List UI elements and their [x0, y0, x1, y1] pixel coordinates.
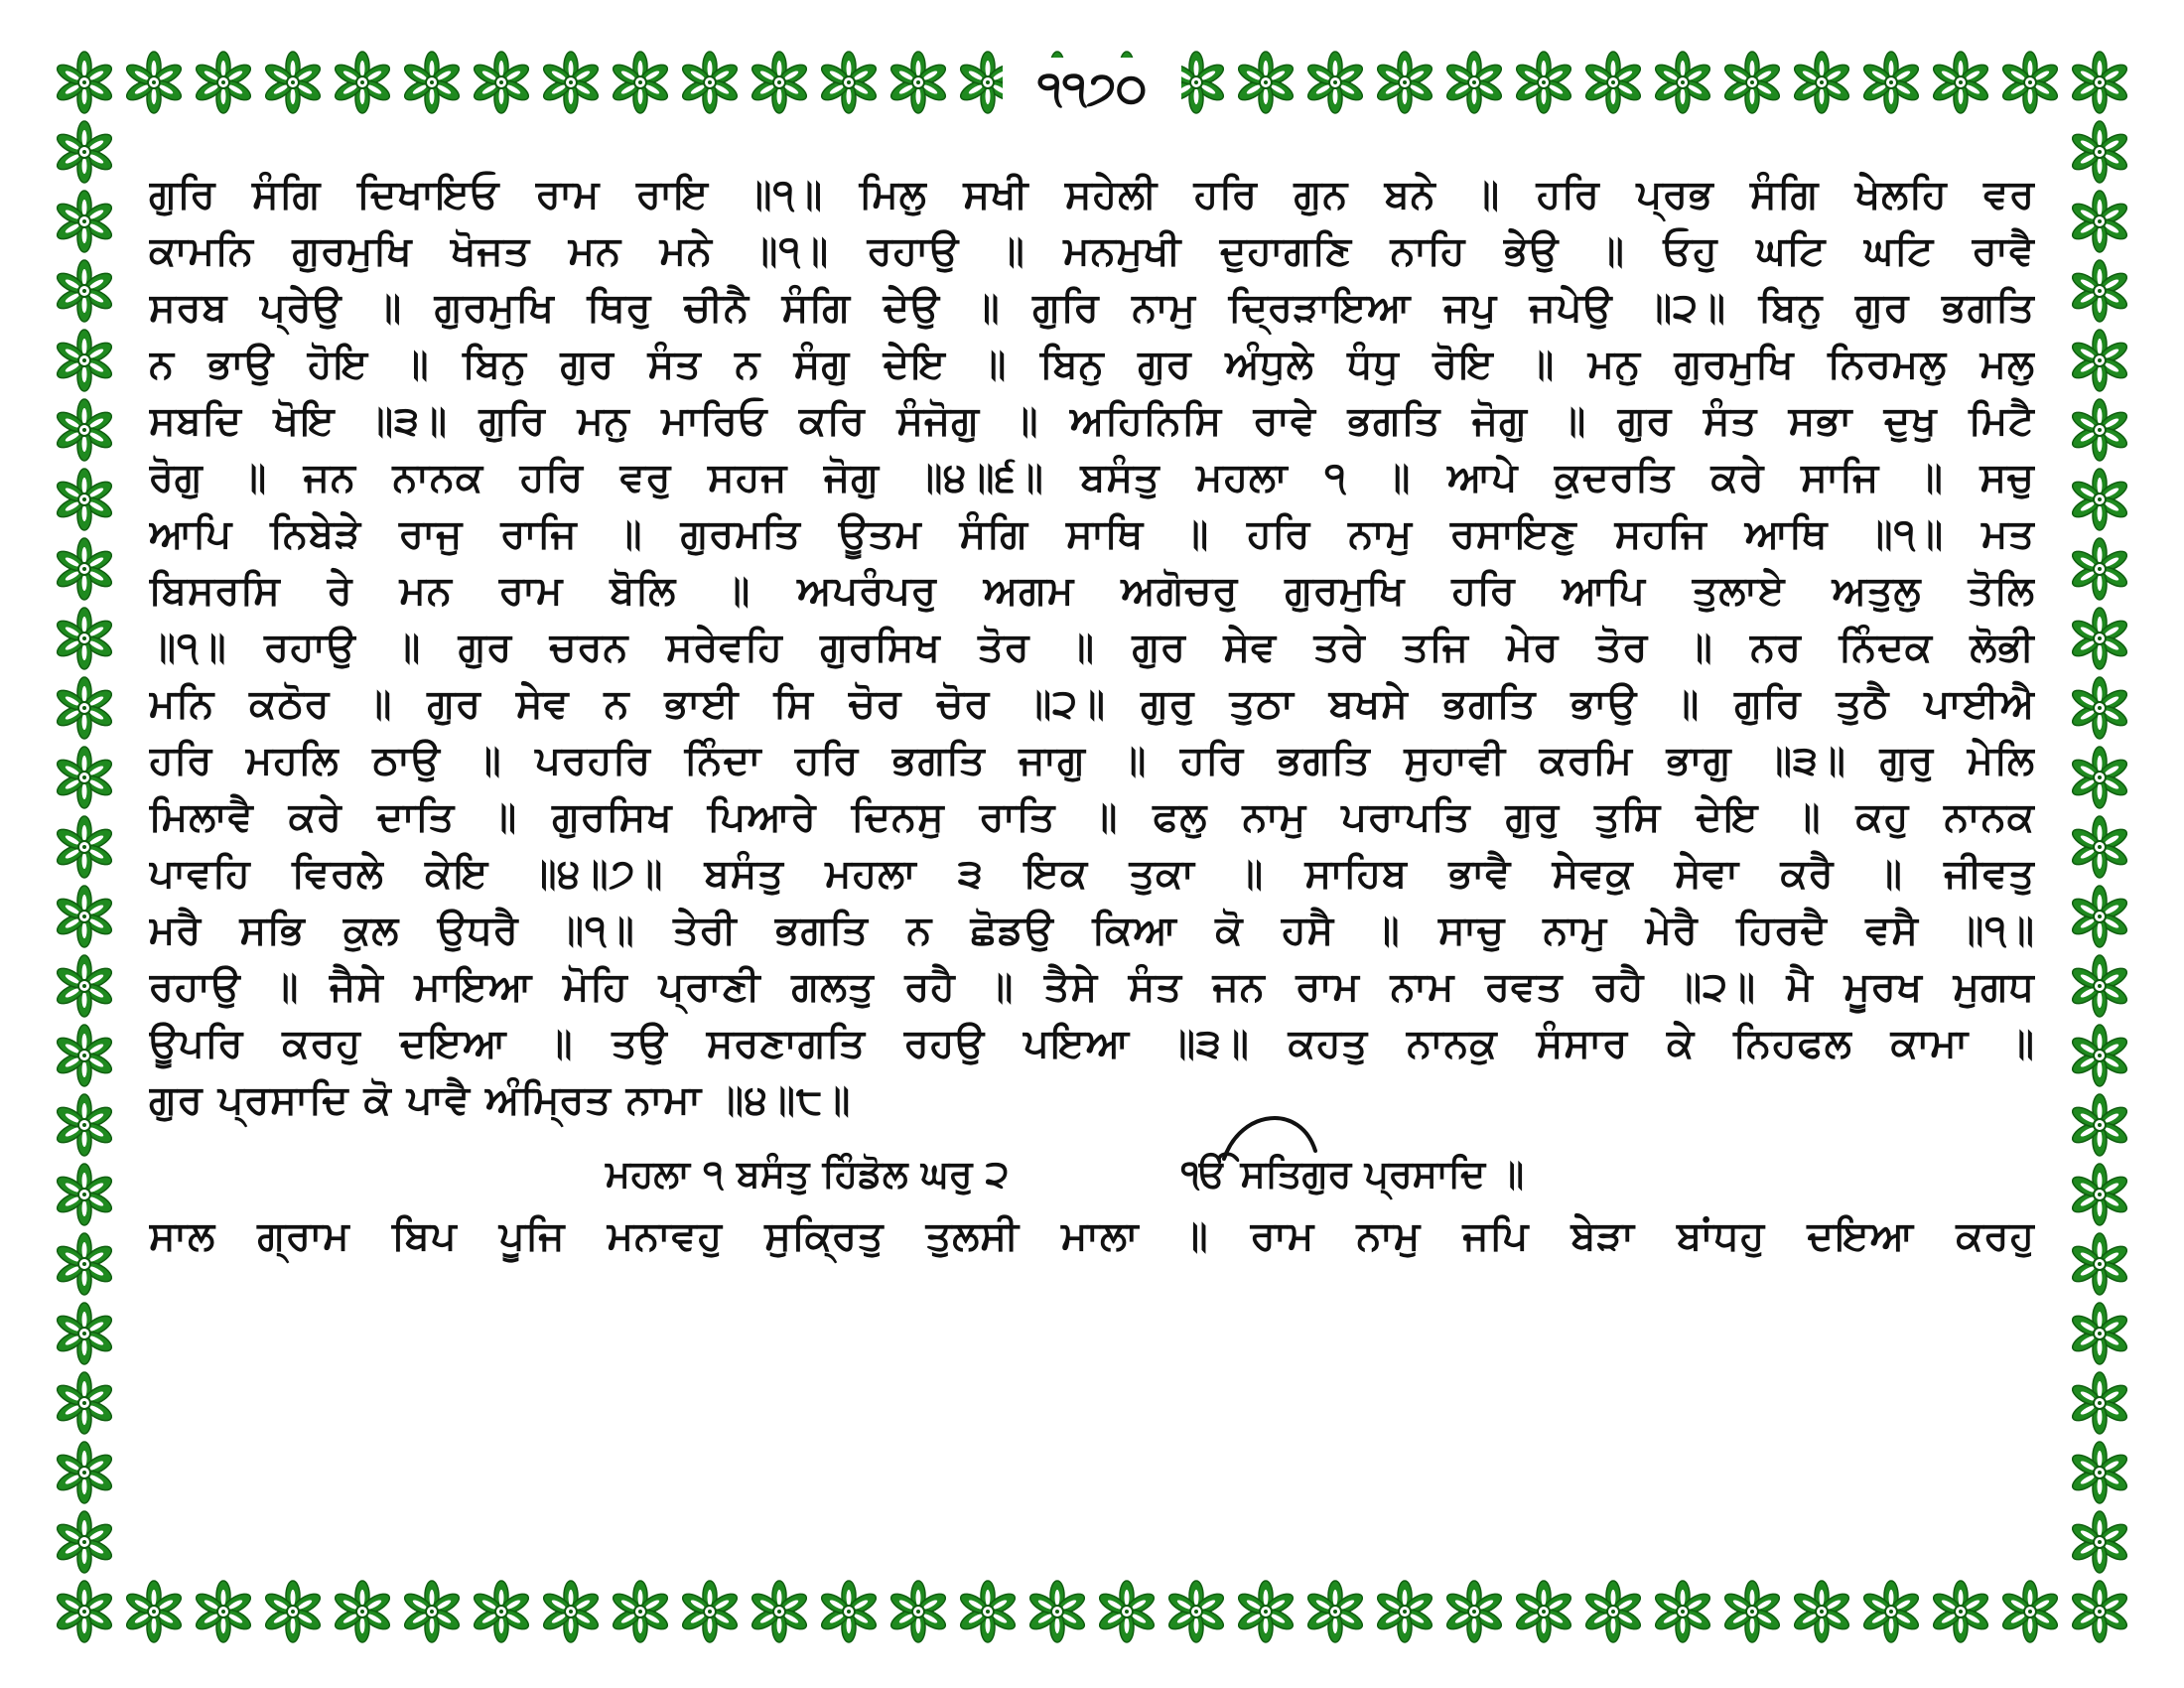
text-line: ਨ ਭਾਉ ਹੋਇ ॥ ਬਿਨੁ ਗੁਰ ਸੰਤ ਨ ਸੰਗੁ ਦੇਇ ॥ ਬਿਨੁ ਗੁਰ ਅੰਧੁਲੇ ਧੰਧੁ ਰੋਇ ॥ ਮਨੁ ਗੁਰਮੁਖਿ ਨਿਰਮਲੁ ਮਲੁ [149, 342, 2035, 387]
text-line: ਮਿਲਾਵੈ ਕਰੇ ਦਾਤਿ ॥ ਗੁਰਸਿਖ ਪਿਆਰੇ ਦਿਨਸੁ ਰਾਤਿ ॥ ਫਲੁ ਨਾਮੁ ਪਰਾਪਤਿ ਗੁਰੁ ਤੁਸਿ ਦੇਇ ॥ ਕਹੁ ਨਾਨਕ [149, 794, 2035, 840]
text-line: ਊਪਰਿ ਕਰਹੁ ਦਇਆ ॥ ਤਉ ਸਰਣਾਗਤਿ ਰਹਉ ਪਇਆ ॥੩॥ ਕਹਤੁ ਨਾਨਕੁ ਸੰਸਾਰ ਕੇ ਨਿਹਫਲ ਕਾਮਾ ॥ [149, 1021, 2035, 1066]
text-line: ਹਰਿ ਮਹਲਿ ਠਾਉ ॥ ਪਰਹਰਿ ਨਿੰਦਾ ਹਰਿ ਭਗਤਿ ਜਾਗੁ ॥ ਹਰਿ ਭਗਤਿ ਸੁਹਾਵੀ ਕਰਮਿ ਭਾਗੁ ॥੩॥ ਗੁਰੁ ਮੇਲਿ [149, 738, 2035, 783]
page-number: ੧੧੭੦ [1003, 58, 1181, 117]
flower-icon [50, 117, 119, 1577]
scripture-text [149, 167, 2035, 1557]
heading-title: ਮਹਲਾ ੧ ਬਸੰਤੁ ਹਿੰਡੋਲ ਘਰੁ ੨ [606, 1152, 1010, 1196]
text-line: ਸਰਬ ਪ੍ਰੇਉ ॥ ਗੁਰਮੁਖਿ ਥਿਰੁ ਚੀਨੈ ਸੰਗਿ ਦੇਉ ॥ ਗੁਰਿ ਨਾਮੁ ਦ੍ਰਿੜਾਇਆ ਜਪੁ ਜਪੇਉ ॥੨॥ ਬਿਨੁ ਗੁਰ ਭਗਤਿ [149, 285, 2035, 331]
floral-border-right [2065, 117, 2134, 1577]
section-heading [149, 1139, 2035, 1208]
text-line: ॥੧॥ ਰਹਾਉ ॥ ਗੁਰ ਚਰਨ ਸਰੇਵਹਿ ਗੁਰਸਿਖ ਤੋਰ ॥ ਗੁਰ ਸੇਵ ਤਰੇ ਤਜਿ ਮੇਰ ਤੋਰ ॥ ਨਰ ਨਿੰਦਕ ਲੋਭੀ [149, 625, 2035, 670]
text-line: ਰਹਾਉ ॥ ਜੈਸੇ ਮਾਇਆ ਮੋਹਿ ਪ੍ਰਾਣੀ ਗਲਤੁ ਰਹੈ ॥ ਤੈਸੇ ਸੰਤ ਜਨ ਰਾਮ ਨਾਮ ਰਵਤ ਰਹੈ ॥੨॥ ਮੈ ਮੂਰਖ ਮੁਗਧ [149, 964, 2035, 1010]
text-line: ਰੋਗੁ ॥ ਜਨ ਨਾਨਕ ਹਰਿ ਵਰੁ ਸਹਜ ਜੋਗੁ ॥੪॥੬॥ ਬਸੰਤੁ ਮਹਲਾ ੧ ॥ ਆਪੇ ਕੁਦਰਤਿ ਕਰੇ ਸਾਜਿ ॥ ਸਚੁ [149, 455, 2035, 500]
text-line: ਗੁਰਿ ਸੰਗਿ ਦਿਖਾਇਓ ਰਾਮ ਰਾਇ ॥੧॥ ਮਿਲੁ ਸਖੀ ਸਹੇਲੀ ਹਰਿ ਗੁਨ ਬਨੇ ॥ ਹਰਿ ਪ੍ਰਭ ਸੰਗਿ ਖੇਲਹਿ ਵਰ [149, 172, 2035, 217]
text-line: ਮਰੈ ਸਭਿ ਕੁਲ ਉਧਰੈ ॥੧॥ ਤੇਰੀ ਭਗਤਿ ਨ ਛੋਡਉ ਕਿਆ ਕੋ ਹਸੈ ॥ ਸਾਚੁ ਨਾਮੁ ਮੇਰੈ ਹਿਰਦੈ ਵਸੈ ॥੧॥ [149, 908, 2035, 953]
floral-border-left [50, 117, 119, 1577]
text-line: ਗੁਰ ਪ੍ਰਸਾਦਿ ਕੋ ਪਾਵੈ ਅੰਮ੍ਰਿਤ ਨਾਮਾ ॥੪॥੮॥ [149, 1077, 852, 1123]
text-line: ਸਾਲ ਗ੍ਰਾਮ ਬਿਪ ਪੂਜਿ ਮਨਾਵਹੁ ਸੁਕ੍ਰਿਤੁ ਤੁਲਸੀ ਮਾਲਾ ॥ ਰਾਮ ਨਾਮੁ ਜਪਿ ਬੇੜਾ ਬਾਂਧਹੁ ਦਇਆ ਕਰਹੁ [149, 1213, 2035, 1259]
floral-border-bottom [50, 1577, 2134, 1646]
flower-icon [2065, 117, 2134, 1577]
text-line: ਕਾਮਨਿ ਗੁਰਮੁਖਿ ਖੋਜਤ ਮਨ ਮਨੇ ॥੧॥ ਰਹਾਉ ॥ ਮਨਮੁਖੀ ਦੁਹਾਗਣਿ ਨਾਹਿ ਭੇਉ ॥ ਓਹੁ ਘਟਿ ਘਟਿ ਰਾਵੈ [149, 228, 2035, 274]
mool-mantar-invocation: ੴ ਸਤਿਗੁਰ ਪ੍ਰਸਾਦਿ ॥ [1181, 1152, 1525, 1196]
text-line: ਬਿਸਰਸਿ ਰੇ ਮਨ ਰਾਮ ਬੋਲਿ ॥ ਅਪਰੰਪਰੁ ਅਗਮ ਅਗੋਚਰੁ ਗੁਰਮੁਖਿ ਹਰਿ ਆਪਿ ਤੁਲਾਏ ਅਤੁਲੁ ਤੋਲਿ [149, 568, 2035, 614]
text-line: ਸਬਦਿ ਖੋਇ ॥੩॥ ਗੁਰਿ ਮਨੁ ਮਾਰਿਓ ਕਰਿ ਸੰਜੋਗੁ ॥ ਅਹਿਨਿਸਿ ਰਾਵੇ ਭਗਤਿ ਜੋਗੁ ॥ ਗੁਰ ਸੰਤ ਸਭਾ ਦੁਖੁ ਮਿਟੈ [149, 398, 2035, 444]
text-line: ਪਾਵਹਿ ਵਿਰਲੇ ਕੇਇ ॥੪॥੭॥ ਬਸੰਤੁ ਮਹਲਾ ੩ ਇਕ ਤੁਕਾ ॥ ਸਾਹਿਬ ਭਾਵੈ ਸੇਵਕੁ ਸੇਵਾ ਕਰੈ ॥ ਜੀਵਤੁ [149, 851, 2035, 897]
text-line: ਆਪਿ ਨਿਬੇੜੇ ਰਾਜੁ ਰਾਜਿ ॥ ਗੁਰਮਤਿ ਊਤਮ ਸੰਗਿ ਸਾਥਿ ॥ ਹਰਿ ਨਾਮੁ ਰਸਾਇਣੁ ਸਹਜਿ ਆਥਿ ॥੧॥ ਮਤ [149, 511, 2035, 557]
text-line: ਮਨਿ ਕਠੋਰ ॥ ਗੁਰ ਸੇਵ ਨ ਭਾਈ ਸਿ ਚੋਰ ਚੋਰ ॥੨॥ ਗੁਰੁ ਤੁਠਾ ਬਖਸੇ ਭਗਤਿ ਭਾਉ ॥ ਗੁਰਿ ਤੁਠੈ ਪਾਈਐ [149, 681, 2035, 727]
flower-icon [50, 1577, 2134, 1646]
